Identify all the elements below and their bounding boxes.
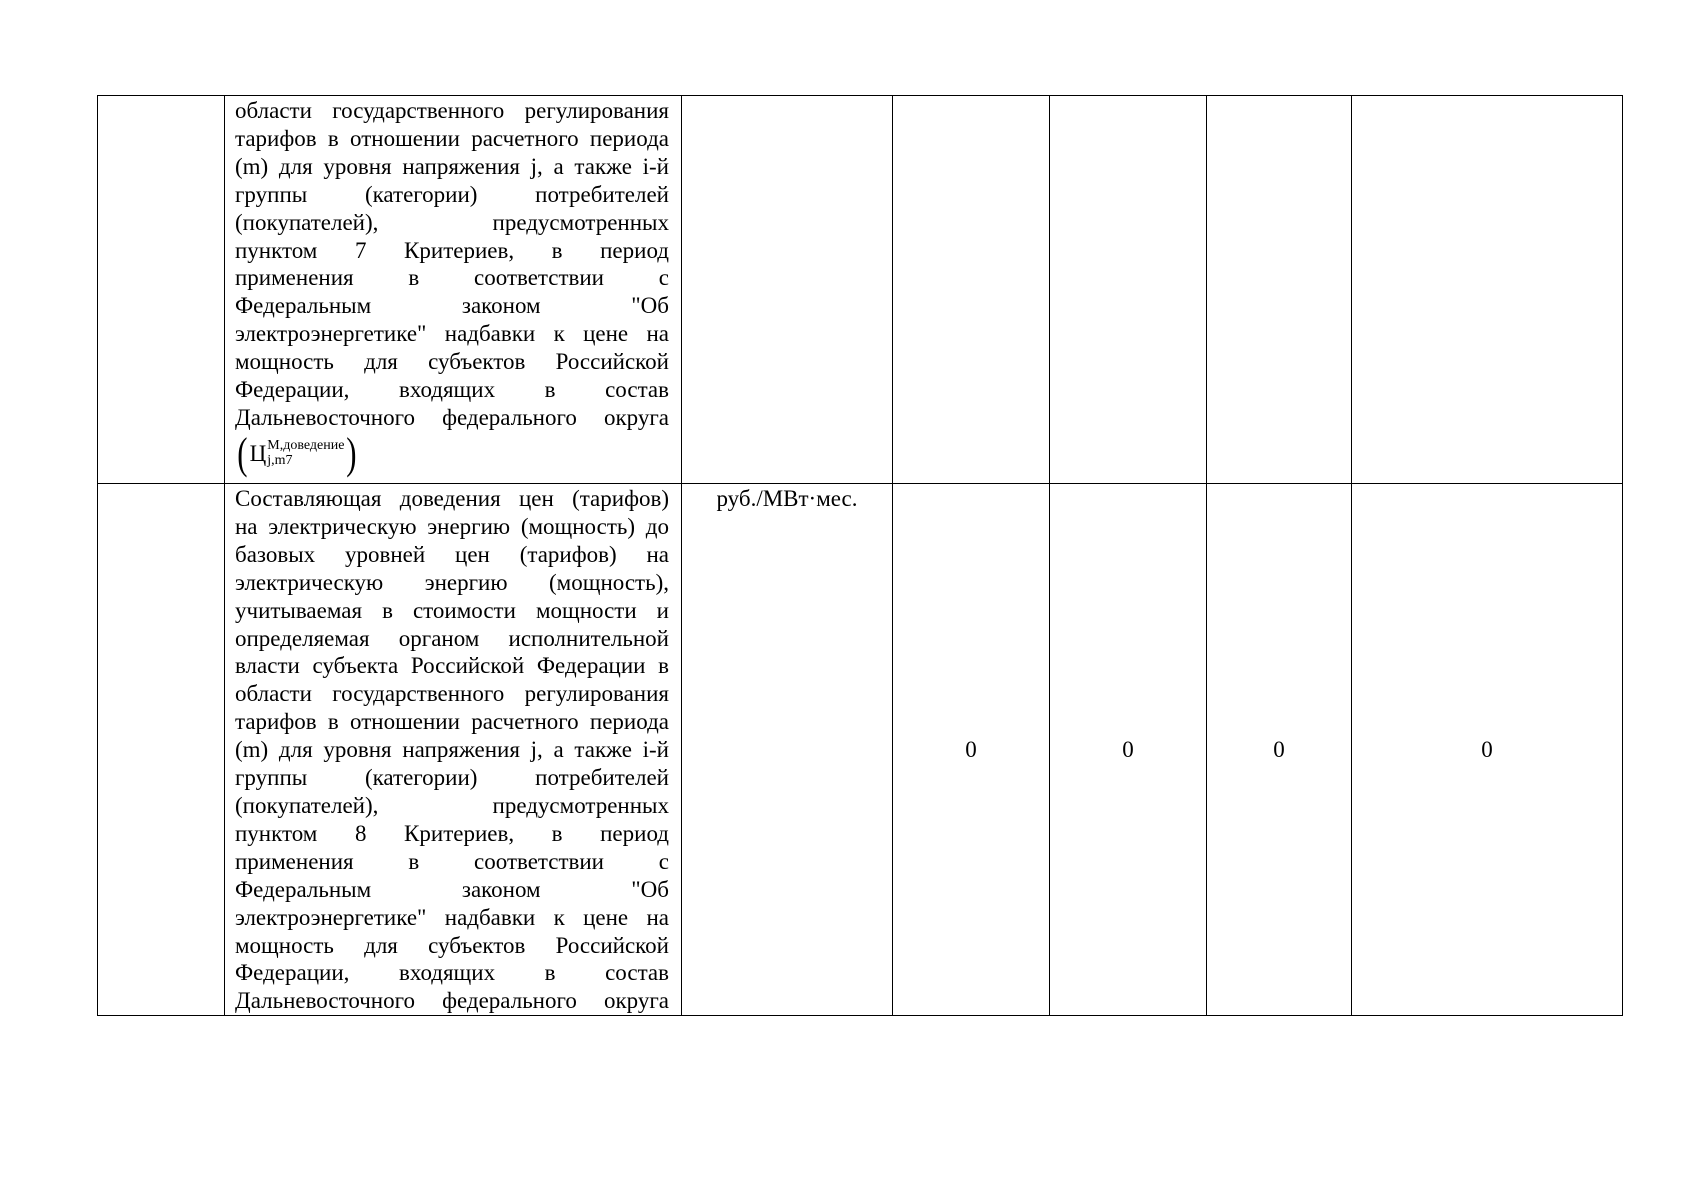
value-cell (893, 96, 1050, 484)
description-line: Федеральным законом "Об (235, 293, 669, 319)
left-paren: ( (237, 428, 248, 478)
formula-subscript: j,m7 (267, 453, 293, 469)
description-line: применения в соответствии с (235, 265, 669, 291)
table-row (98, 484, 1623, 1016)
description-line: пунктом 7 Критериев, в период (235, 237, 669, 263)
description-line: базовых уровней цен (тарифов) на (235, 541, 669, 567)
row-number-cell (98, 484, 225, 1016)
formula-base: Ц (249, 441, 267, 467)
description-cell (225, 96, 682, 484)
description-line: группы (категории) потребителей (235, 765, 669, 791)
description-line: пунктом 8 Критериев, в период (235, 820, 669, 846)
description-line: электроэнергетике" надбавки к цене на (235, 904, 669, 930)
price-formula (235, 428, 359, 478)
right-paren: ) (346, 428, 357, 478)
description-line: мощность для субъектов Российской (235, 932, 669, 958)
description-line: области государственного регулирования (235, 98, 669, 123)
value-cell: 0 (1352, 484, 1623, 1016)
description-line: Федеральным законом "Об (235, 876, 669, 902)
description-line: Федерации, входящих в состав (235, 960, 669, 986)
description-line: мощность для субъектов Российской (235, 349, 669, 375)
description-line: группы (категории) потребителей (235, 181, 669, 207)
description-line: тарифов в отношении расчетного периода (235, 709, 669, 735)
table-row (98, 96, 1623, 484)
description-line: применения в соответствии с (235, 848, 669, 874)
description-line: (m) для уровня напряжения j, а также i-й (235, 153, 669, 179)
description-line: власти субъекта Российской Федерации в (235, 653, 669, 679)
description-line: электроэнергетике" надбавки к цене на (235, 321, 669, 347)
description-line: (покупателей), предусмотренных (235, 792, 669, 818)
formula-superscript: М,доведение (267, 438, 345, 454)
description-line: (m) для уровня напряжения j, а также i-й (235, 737, 669, 763)
row-number-cell (98, 96, 225, 484)
description-line: Федерации, входящих в состав (235, 377, 669, 403)
unit-cell (682, 96, 893, 484)
unit-cell: руб./МВт·мес. (682, 484, 893, 1016)
value-cell (1207, 96, 1352, 484)
description-line: тарифов в отношении расчетного периода (235, 125, 669, 151)
formula-symbol (250, 439, 345, 468)
description-line: учитываемая в стоимости мощности и (235, 597, 669, 623)
description-line: (покупателей), предусмотренных (235, 209, 669, 235)
value-cell (1050, 96, 1207, 484)
description-line: области государственного регулирования (235, 681, 669, 707)
value-cell: 0 (1207, 484, 1352, 1016)
description-line: Дальневосточного федерального округа (235, 404, 669, 430)
tariff-table (97, 95, 1623, 1016)
description-line: Составляющая доведения цен (тарифов) (235, 486, 669, 511)
value-cell: 0 (1050, 484, 1207, 1016)
description-line: определяемая органом исполнительной (235, 625, 669, 651)
description-cell (225, 484, 682, 1016)
description-line: электрическую энергию (мощность), (235, 569, 669, 595)
description-line: Дальневосточного федерального округа (235, 988, 669, 1014)
value-cell (1352, 96, 1623, 484)
description-line: на электрическую энергию (мощность) до (235, 513, 669, 539)
value-cell: 0 (893, 484, 1050, 1016)
